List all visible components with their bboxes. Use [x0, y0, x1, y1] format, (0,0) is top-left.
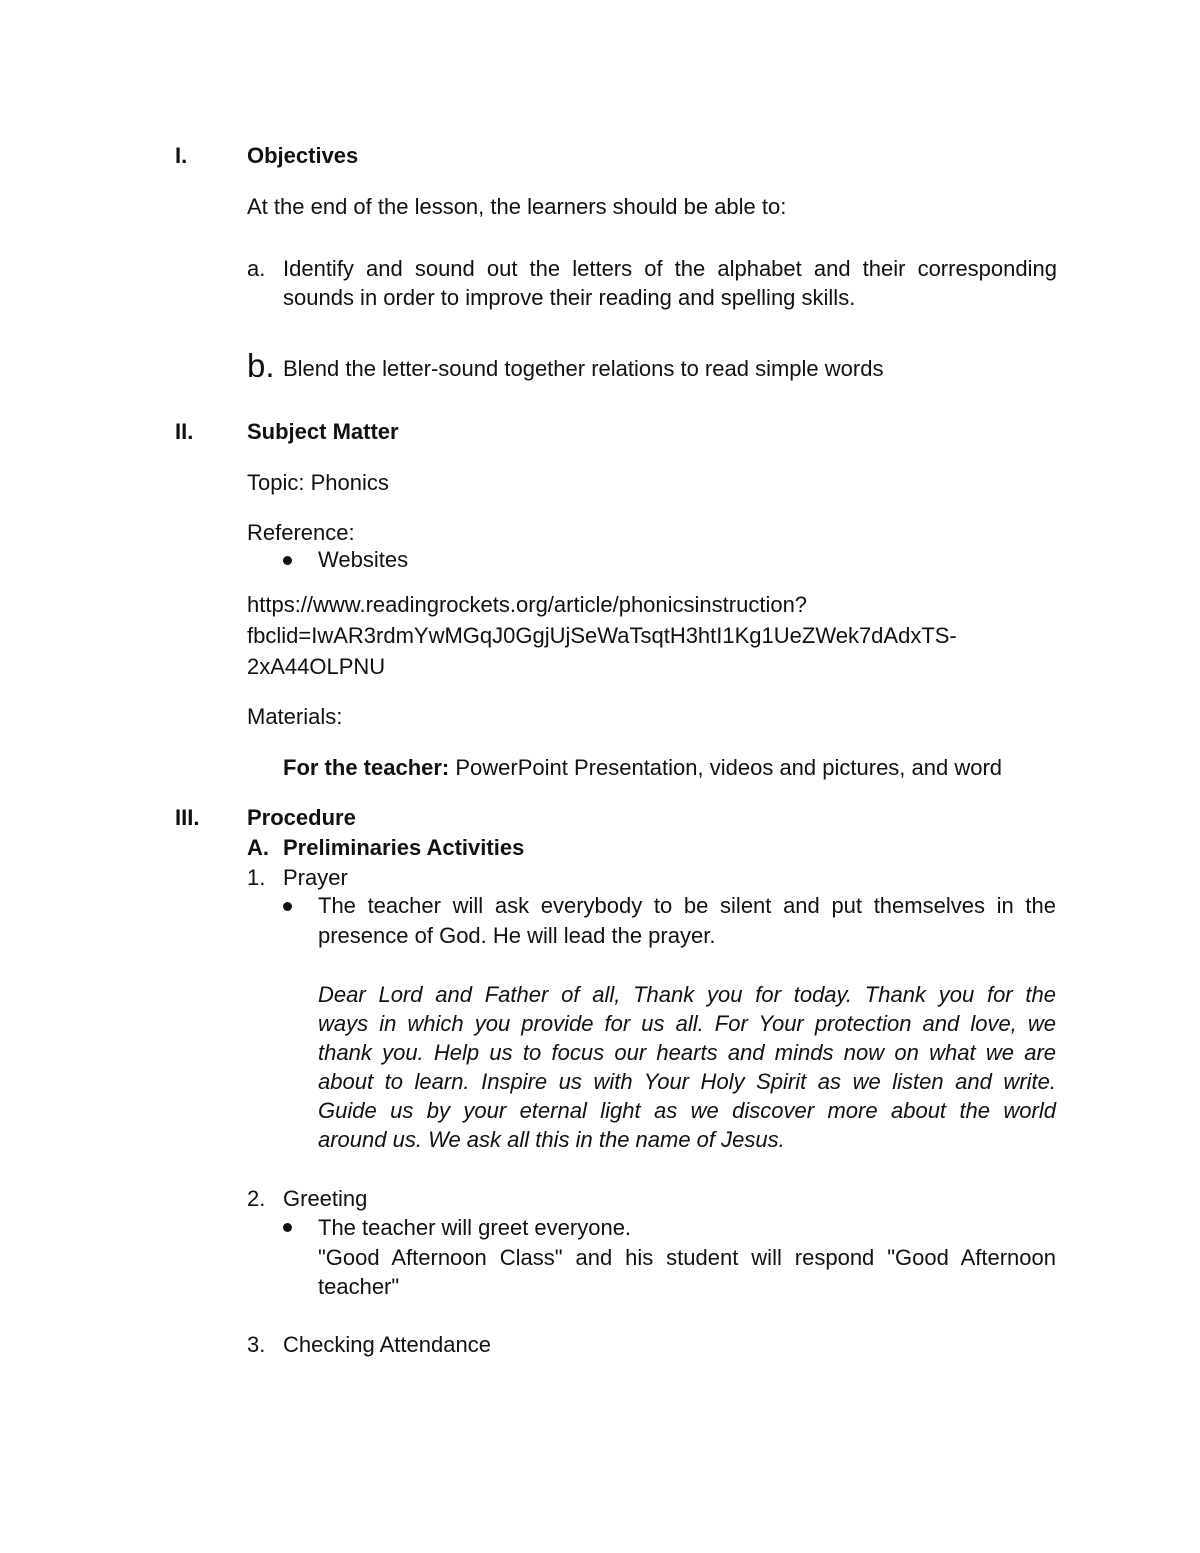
section-numeral-objectives: I.	[175, 143, 188, 168]
objectives-intro: At the end of the lesson, the learners should be able to:	[247, 194, 787, 219]
objective-marker-a: a.	[247, 256, 266, 281]
teacher-materials-line	[283, 755, 1002, 781]
step-number-2: 2.	[247, 1186, 266, 1211]
prayer-text-line-2: ways in which you provide for us all. For Your protection and love, we	[318, 1011, 1056, 1036]
subsection-heading: Preliminaries Activities	[283, 835, 525, 860]
prayer-text-line-6: around us. We ask all this in the name of Jesus.	[318, 1127, 785, 1152]
topic-text: Topic: Phonics	[247, 470, 389, 495]
prayer-text-line-5: Guide us by your eternal light as we discover more about the world	[318, 1098, 1056, 1123]
prayer-bullet-line-2: presence of God. He will lead the prayer.	[318, 923, 716, 948]
greeting-bullet-line-2: "Good Afternoon Class" and his student will respond "Good Afternoon	[318, 1245, 1056, 1270]
prayer-text-line-4: about to learn. Inspire us with Your Holy Spirit as we listen and write.	[318, 1069, 1056, 1094]
step-number-1: 1.	[247, 865, 266, 890]
greeting-bullet-line-3: teacher"	[318, 1274, 400, 1299]
greeting-bullet-line-1: The teacher will greet everyone.	[318, 1215, 632, 1240]
section-heading-objectives: Objectives	[247, 143, 359, 168]
objective-marker-b: b.	[247, 347, 275, 384]
section-numeral-procedure: III.	[175, 805, 200, 830]
subsection-marker: A.	[247, 835, 269, 860]
reference-url-line-1: https://www.readingrockets.org/article/phonicsinstruction?	[247, 592, 808, 617]
objective-b-line-1: Blend the letter-sound together relations to read simple words	[283, 356, 884, 381]
reference-url-line-2: fbclid=IwAR3rdmYwMGqJ0GgjUjSeWaTsqtH3htI1Kg1UeZWek7dAdxTS-	[247, 623, 957, 648]
step-title-1: Prayer	[283, 865, 348, 890]
bullet-icon	[283, 556, 292, 565]
section-heading-subject-matter: Subject Matter	[247, 419, 399, 444]
teacher-materials-text: PowerPoint Presentation, videos and pictures, and word	[449, 755, 1003, 780]
reference-bullet-text: Websites	[318, 547, 409, 572]
reference-label: Reference:	[247, 520, 355, 545]
reference-url-line-3: 2xA44OLPNU	[247, 654, 386, 679]
step-number-3: 3.	[247, 1332, 266, 1357]
step-title-3: Checking Attendance	[283, 1332, 491, 1357]
bullet-icon	[283, 902, 292, 911]
prayer-text-line-1: Dear Lord and Father of all, Thank you for today. Thank you for the	[318, 982, 1056, 1007]
bullet-icon	[283, 1223, 292, 1232]
section-numeral-subject-matter: II.	[175, 419, 194, 444]
materials-label: Materials:	[247, 704, 343, 729]
objective-a-line-2: sounds in order to improve their reading and spelling skills.	[283, 285, 856, 310]
prayer-bullet-line-1: The teacher will ask everybody to be silent and put themselves in the	[318, 893, 1056, 918]
step-title-2: Greeting	[283, 1186, 368, 1211]
objective-a-line-1: Identify and sound out the letters of the alphabet and their corresponding	[283, 256, 1057, 281]
teacher-materials-label: For the teacher:	[283, 755, 450, 780]
section-heading-procedure: Procedure	[247, 805, 356, 830]
prayer-text-line-3: thank you. Help us to focus our hearts and minds now on what we are	[318, 1040, 1056, 1065]
